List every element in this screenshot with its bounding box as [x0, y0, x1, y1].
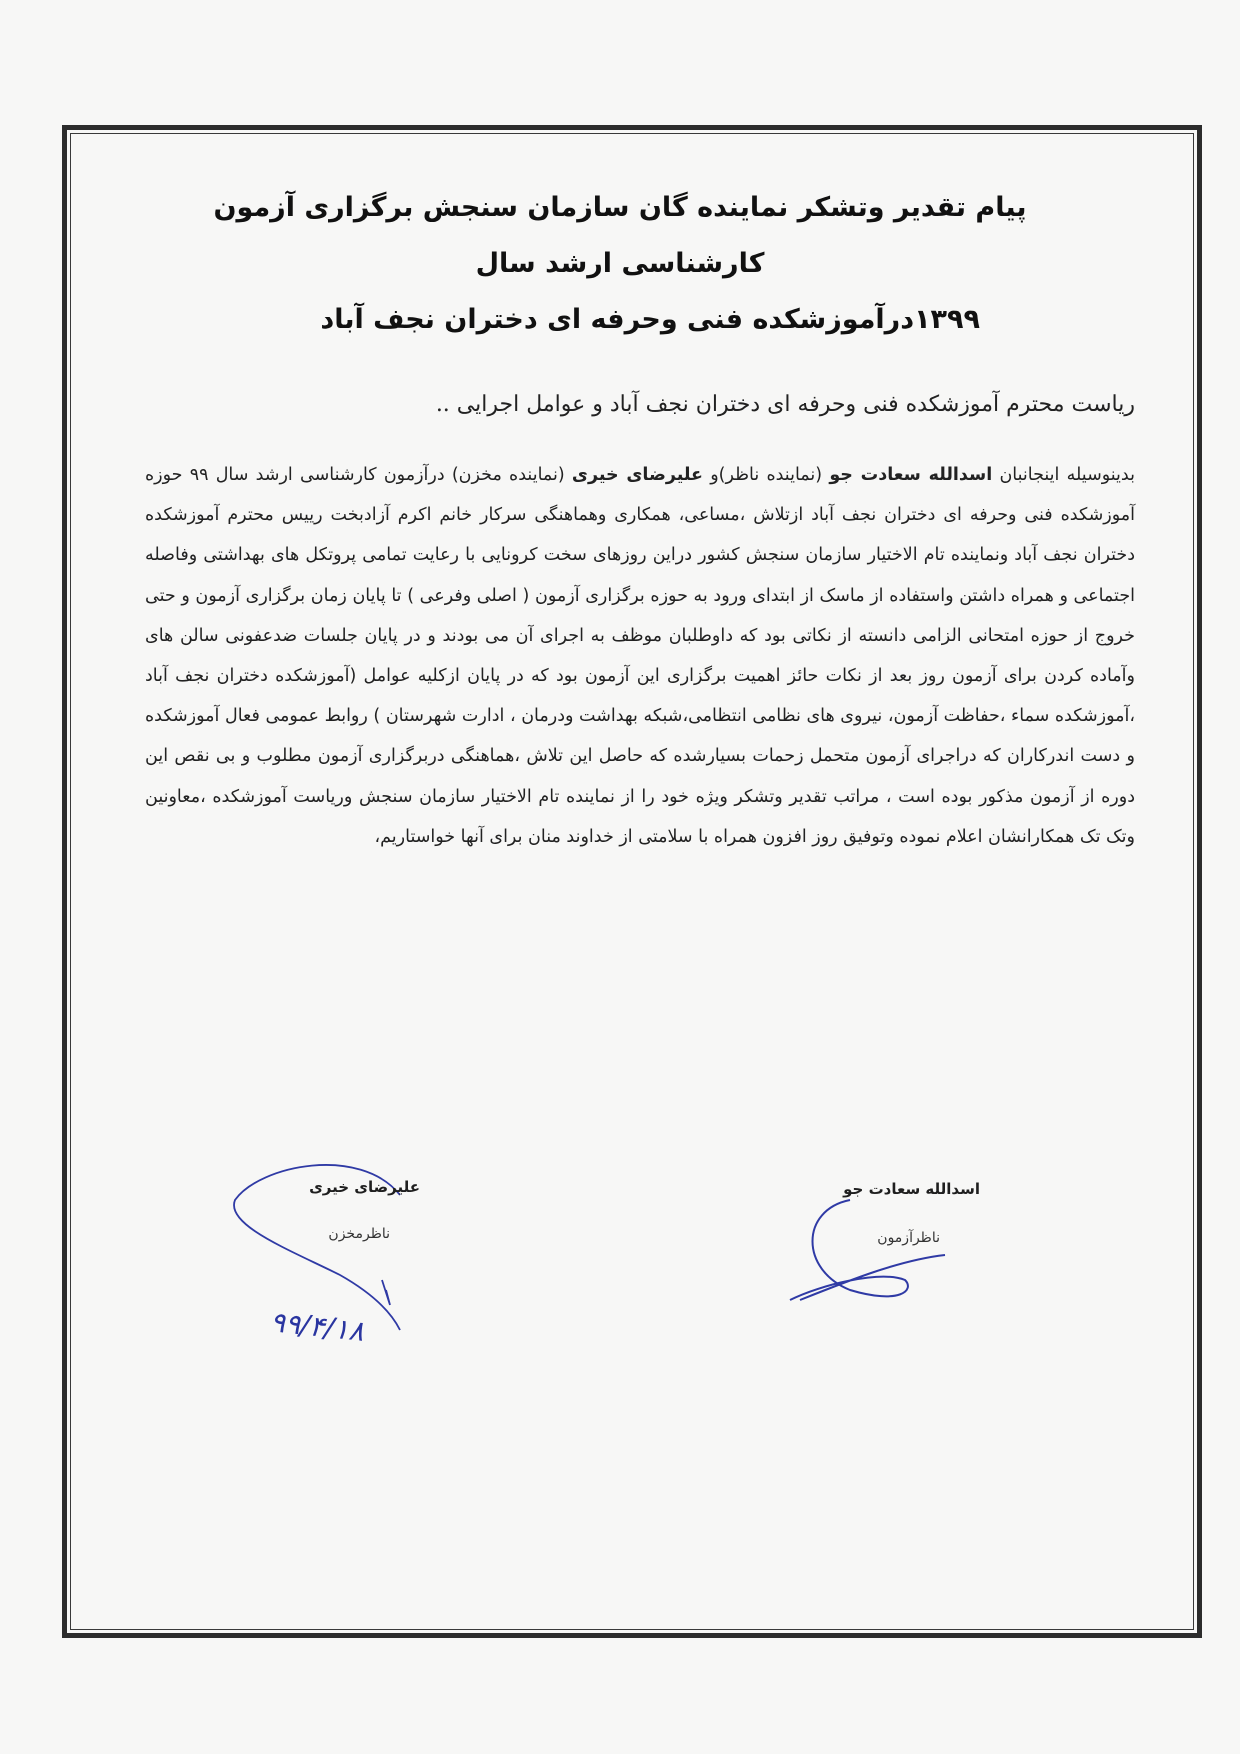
name-saadatjoo: اسدالله سعادت جو	[829, 465, 993, 485]
body-role1: (نماینده ناظر)و	[702, 465, 830, 485]
signature-block-saadatjoo	[820, 1180, 980, 1246]
handwritten-date: ۹۹/۴/۱۸	[268, 1305, 366, 1348]
salutation: ریاست محترم آموزشکده فنی وحرفه ای دختران نجف آباد و عوامل اجرایی ..	[435, 392, 1135, 417]
title-line-2: ۱۳۹۹درآموزشکده فنی وحرفه ای دختران نجف آباد	[320, 304, 980, 335]
title-line-1: پیام تقدیر وتشکر نماینده گان سازمان سنجش برگزاری آزمون کارشناسی ارشد سال	[213, 192, 1027, 279]
signatory-role: ناظرآزمون	[877, 1230, 940, 1246]
body-intro: بدینوسیله اینجانبان	[992, 465, 1135, 485]
document-title	[200, 180, 1040, 348]
signatory-role: ناظرمخزن	[328, 1226, 390, 1242]
name-kheiri: علیرضای خیری	[571, 465, 703, 485]
body-rest: (نماینده مخزن) درآزمون کارشناسی ارشد سال ۹۹ حوزه آموزشکده فنی وحرفه ای دختران نجف آباد ازتلاش ،مساعی، همکاری وهماهنگی سرکار خانم اکرم آزادبخت رییس محترم آموزشکده دختران نجف آباد ونماینده تام الاختیار سازمان سنجش کشور دراین روزهای سخت کرونایی با رعایت تمامی پروتکل های بهداشتی وفاصله اجتماعی و همراه داشتن واستفاده از ماسک از ابتدای ورود به حوزه برگزاری آزمون ( اصلی وفرعی ) تا پایان زمان برگزاری آزمون و حتی خروج از حوزه امتحانی الزامی دانسته از نکاتی بود که داوطلبان موظف به اجرای آن می بودند و در پایان جلسات ضدعفونی سالن های وآماده کردن برای آزمون روز بعد از نکات حائز اهمیت برگزاری این آزمون بود که در پایان ازکلیه عوامل (آموزشکده دختران نجف آباد ،آموزشکده سماء ،حفاظت آزمون، نیروی های نظامی انتظامی،شبکه بهداشت ودرمان ، ادارت شهرستان ) روابط عمومی فعال آموزشکده و دست اندرکاران که دراجرای آزمون متحمل زحمات بسیارشده که حاصل این تلاش ،هماهنگی دربرگزاری آزمون مطلوب و بی نقص این دوره از آزمون مذکور بوده است ، مراتب تقدیر وتشکر ویژه خود را از نماینده تام الاختیار سازمان سنجش وریاست آموزشکده ،معاونین وتک تک همکارانشان اعلام نموده وتوفیق روز افزون همراه با سلامتی از خداوند منان برای آنها خواستاریم،	[145, 465, 1135, 847]
signatory-name: علیرضای خیری	[309, 1178, 420, 1196]
letter-body	[145, 455, 1135, 857]
page-border-inner	[70, 133, 1194, 1630]
signatory-name: اسدالله سعادت جو	[843, 1180, 980, 1198]
signature-block-kheiri	[290, 1178, 420, 1242]
